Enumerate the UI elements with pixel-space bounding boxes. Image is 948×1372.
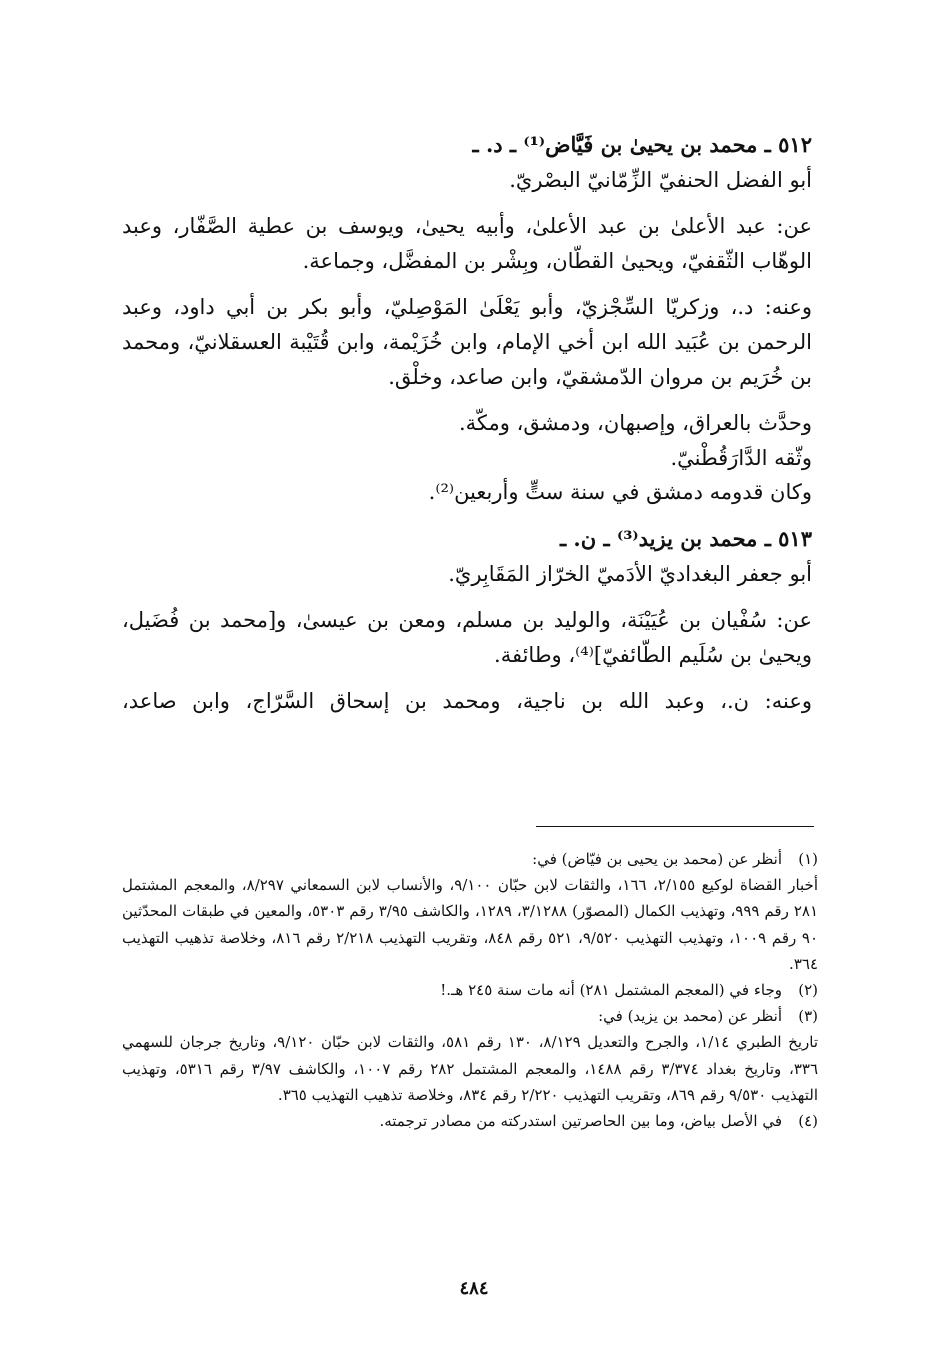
entry-513-kunya: أبو جعفر البغداديّ الأدَميّ الخرّاز المَقَابِريّ.: [448, 561, 812, 586]
footnote-body: أخبار القضاة لوكيع ٢/١٥٥، ١٦٦، والثقات لابن حبّان ٩/١٠٠، والأنساب لابن السمعاني ٨/٢٩٧، والمعجم المشتمل ٢٨١ رقم ٩٩٩، وتهذيب الكمال (المصوّر) ٣/١٢٨٨، ١٢٨٩، والكاشف ٣/٩٥ رقم ٥٣٠٣، والمعين في طبقات المحدّثين ٩٠ رقم ١٠٠٩، وتهذيب التهذيب ٩/٥٢٠، ٥٢١ رقم ٨٤٨، وتقريب التهذيب ٢/٢١٨ رقم ٨١٦، وخلاصة تذهيب التهذيب ٣٦٤.: [122, 876, 819, 973]
footnote-number: (٢): [798, 981, 818, 1000]
entry-512-note: وحدَّث بالعراق، وإصبهان، ودمشق، ومكّة.: [459, 411, 812, 436]
footnote: [122, 1108, 818, 1134]
footnote: [122, 846, 818, 977]
footnote-number: (١): [798, 850, 818, 868]
footnote-body: تاريخ الطبري ١/١٤، والجرح والتعديل ٨/١٢٩، ١٣٠ رقم ٥٨١، والثقات لابن حبّان ٩/١٢٠، وتاريخ جرجان للسهمي ٣٣٦، وتاريخ بغداد ٣/٣٧٤ رقم ١٤٨٨، والمعجم المشتمل ٢٨٢ رقم ١٠٠٧، والكاشف ٣/٩٧ رقم ٥٣١٦، وتهذيب التهذيب ٩/٥٣٠ رقم ٨٦٩، وتقريب التهذيب ٢/٢٢٠ رقم ٨٣٤، وخلاصة تذهيب التهذيب ٣٦٥.: [122, 1033, 819, 1104]
footnote: [122, 977, 818, 1003]
footnote-separator: [536, 826, 814, 827]
footnote-lead: في الأصل بياض، وما بين الحاصرتين استدركته من مصادر ترجمته.: [379, 1112, 782, 1131]
footnote-number: (٤): [798, 1112, 818, 1131]
entry-513-heading: ٥١٣ ـ محمد بن يزيد⁽³⁾ ـ ن. ـ: [559, 525, 812, 551]
main-text: [122, 128, 812, 719]
entry-512-note: وثّقه الدَّارَقُطْنيّ.: [670, 445, 812, 470]
entry-513-students: وعنه: ن.، وعبد الله بن ناجية، ومحمد بن إسحاق السَّرّاج، وابن صاعد،: [122, 689, 812, 714]
entry-512-students: وعنه: د.، وزكريّا السِّجْزيّ، وأبو يَعْلَىٰ المَوْصِليّ، وأبو بكر بن أبي داود، وعبد الرحمن بن عُبَيد الله ابن أخي الإمام، وابن خُزَيْمة، وابن قُتَيْبة العسقلانيّ، ومحمد بن خُرَيم بن مروان الدّمشقيّ، وابن صاعد، وخلْق.: [122, 295, 812, 389]
entry-512-note: وكان قدومه دمشق في سنة ستٍّ وأربعين⁽²⁾.: [428, 480, 812, 505]
entry-512-heading: ٥١٢ ـ محمد بن يحيىٰ بن فَيَّاض⁽¹⁾ ـ د. ـ: [472, 132, 812, 157]
entry-513-narrated-from: عن: سُفْيان بن عُيَيْنَة، والوليد بن مسلم، ومعن بن عيسىٰ، و[محمد بن فُضَيل، ويحيىٰ بن سُلَيم الطّائفيّ]⁽⁴⁾، وطائفة.: [122, 608, 812, 667]
footnote-lead: أنظر عن (محمد بن يزيد) في:: [598, 1007, 782, 1026]
entry-512-narrated-from: عن: عبد الأعلىٰ بن عبد الأعلىٰ، وأبيه يحيىٰ، ويوسف بن عطية الصَّفّار، وعبد الوهّاب الثّقفيّ، ويحيىٰ القطّان، وبِشْر بن المفضَّل، وجماعة.: [122, 214, 812, 273]
footnotes: [122, 846, 818, 1134]
page-number: ٤٨٤: [459, 1278, 489, 1299]
footnote-number: (٣): [798, 1007, 818, 1026]
entry-512-kunya: أبو الفضل الحنفيّ الزِّمّانيّ البصْريّ.: [509, 167, 812, 192]
footnote: [122, 1003, 818, 1108]
footnote-lead: وجاء في (المعجم المشتمل ٢٨١) أنه مات سنة ٢٤٥ هـ.!: [440, 981, 782, 1000]
footnote-lead: أنظر عن (محمد بن يحيى بن فيّاض) في:: [532, 850, 782, 868]
